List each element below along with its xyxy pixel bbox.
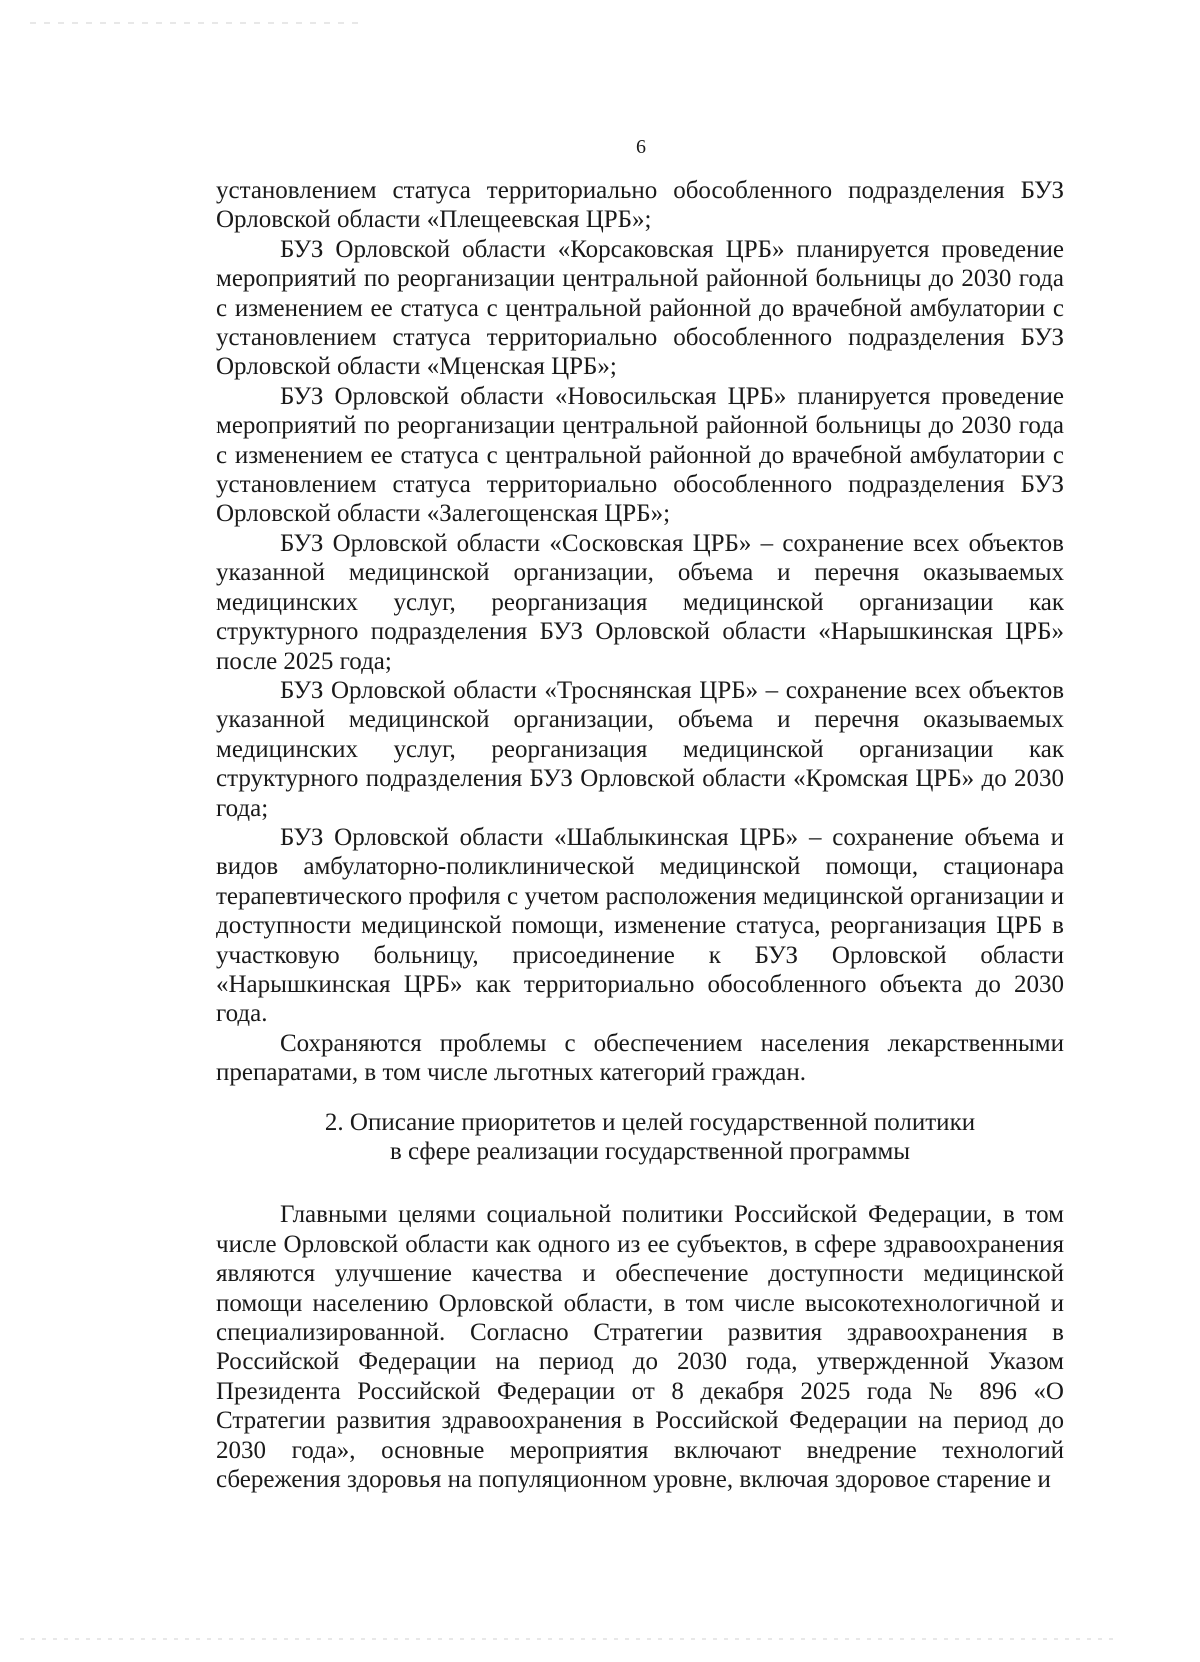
paragraph-shablykinskaya: БУЗ Орловской области «Шаблыкинская ЦРБ» – сохранение объема и видов амбулаторно-поликлинической медицинской помощи, стационара терапевтического профиля с учетом расположения медицинской организации и доступности медицинской помощи, изменение статуса, реорганизация ЦРБ в участковую больницу, присоединение к БУЗ Орловской области «Нарышкинская ЦРБ» как территориально обособленного объекта до 2030 года. <box>216 823 1064 1028</box>
paragraph-medicine-supply: Сохраняются проблемы с обеспечением населения лекарственными препаратами, в том числе льготных категорий граждан. <box>216 1029 1064 1087</box>
page-number: 6 <box>636 136 646 158</box>
paragraph-trosnyanskaya: БУЗ Орловской области «Троснянская ЦРБ» – сохранение всех объектов указанной медицинской организации, объема и перечня оказываемых медицинских услуг, реорганизация медицинской организации как структурного подразделения БУЗ Орловской области «Кромская ЦРБ» до 2030 года; <box>216 676 1064 822</box>
document-body <box>216 176 1064 1494</box>
section-heading-line-2: в сфере реализации государственной программы <box>389 1138 911 1165</box>
paragraph-korsakovskaya: БУЗ Орловской области «Корсаковская ЦРБ» планируется проведение мероприятий по реорганизации центральной районной больницы до 2030 года с изменением ее статуса с центральной районной до врачебной амбулатории с установлением статуса территориально обособленного подразделения БУЗ Орловской области «Мценская ЦРБ»; <box>216 235 1064 381</box>
scan-artifact-bottom <box>20 1638 1120 1640</box>
section-heading <box>216 1108 1064 1167</box>
scan-artifact-top <box>30 22 360 24</box>
section-heading-line-1: 2. Описание приоритетов и целей государственной политики <box>324 1108 976 1136</box>
paragraph-novosilskaya: БУЗ Орловской области «Новосильская ЦРБ» планируется проведение мероприятий по реорганизации центральной районной больницы до 2030 года с изменением ее статуса с центральной районной до врачебной амбулатории с установлением статуса территориально обособленного подразделения БУЗ Орловской области «Залегощенская ЦРБ»; <box>216 382 1064 528</box>
paragraph-soskovskaya: БУЗ Орловской области «Сосковская ЦРБ» – сохранение всех объектов указанной медицинской организации, объема и перечня оказываемых медицинских услуг, реорганизация медицинской организации как структурного подразделения БУЗ Орловской области «Нарышкинская ЦРБ» после 2025 года; <box>216 529 1064 675</box>
paragraph-continuation: установлением статуса территориально обособленного подразделения БУЗ Орловской области «Плещеевская ЦРБ»; <box>216 177 1064 234</box>
paragraph-main-goals: Главными целями социальной политики Российской Федерации, в том числе Орловской области как одного из ее субъектов, в сфере здравоохранения являются улучшение качества и обеспечение доступности медицинской помощи населению Орловской области, в том числе высокотехнологичной и специализированной. Согласно Стратегии развития здравоохранения в Российской Федерации на период до 2030 года, утвержденной Указом Президента Российской Федерации от 8 декабря 2025 года № 896 «О Стратегии развития здравоохранения в Российской Федерации на период до 2030 года», основные мероприятия включают внедрение технологий сбережения здоровья на популяционном уровне, включая здоровое старение и <box>216 1201 1064 1494</box>
